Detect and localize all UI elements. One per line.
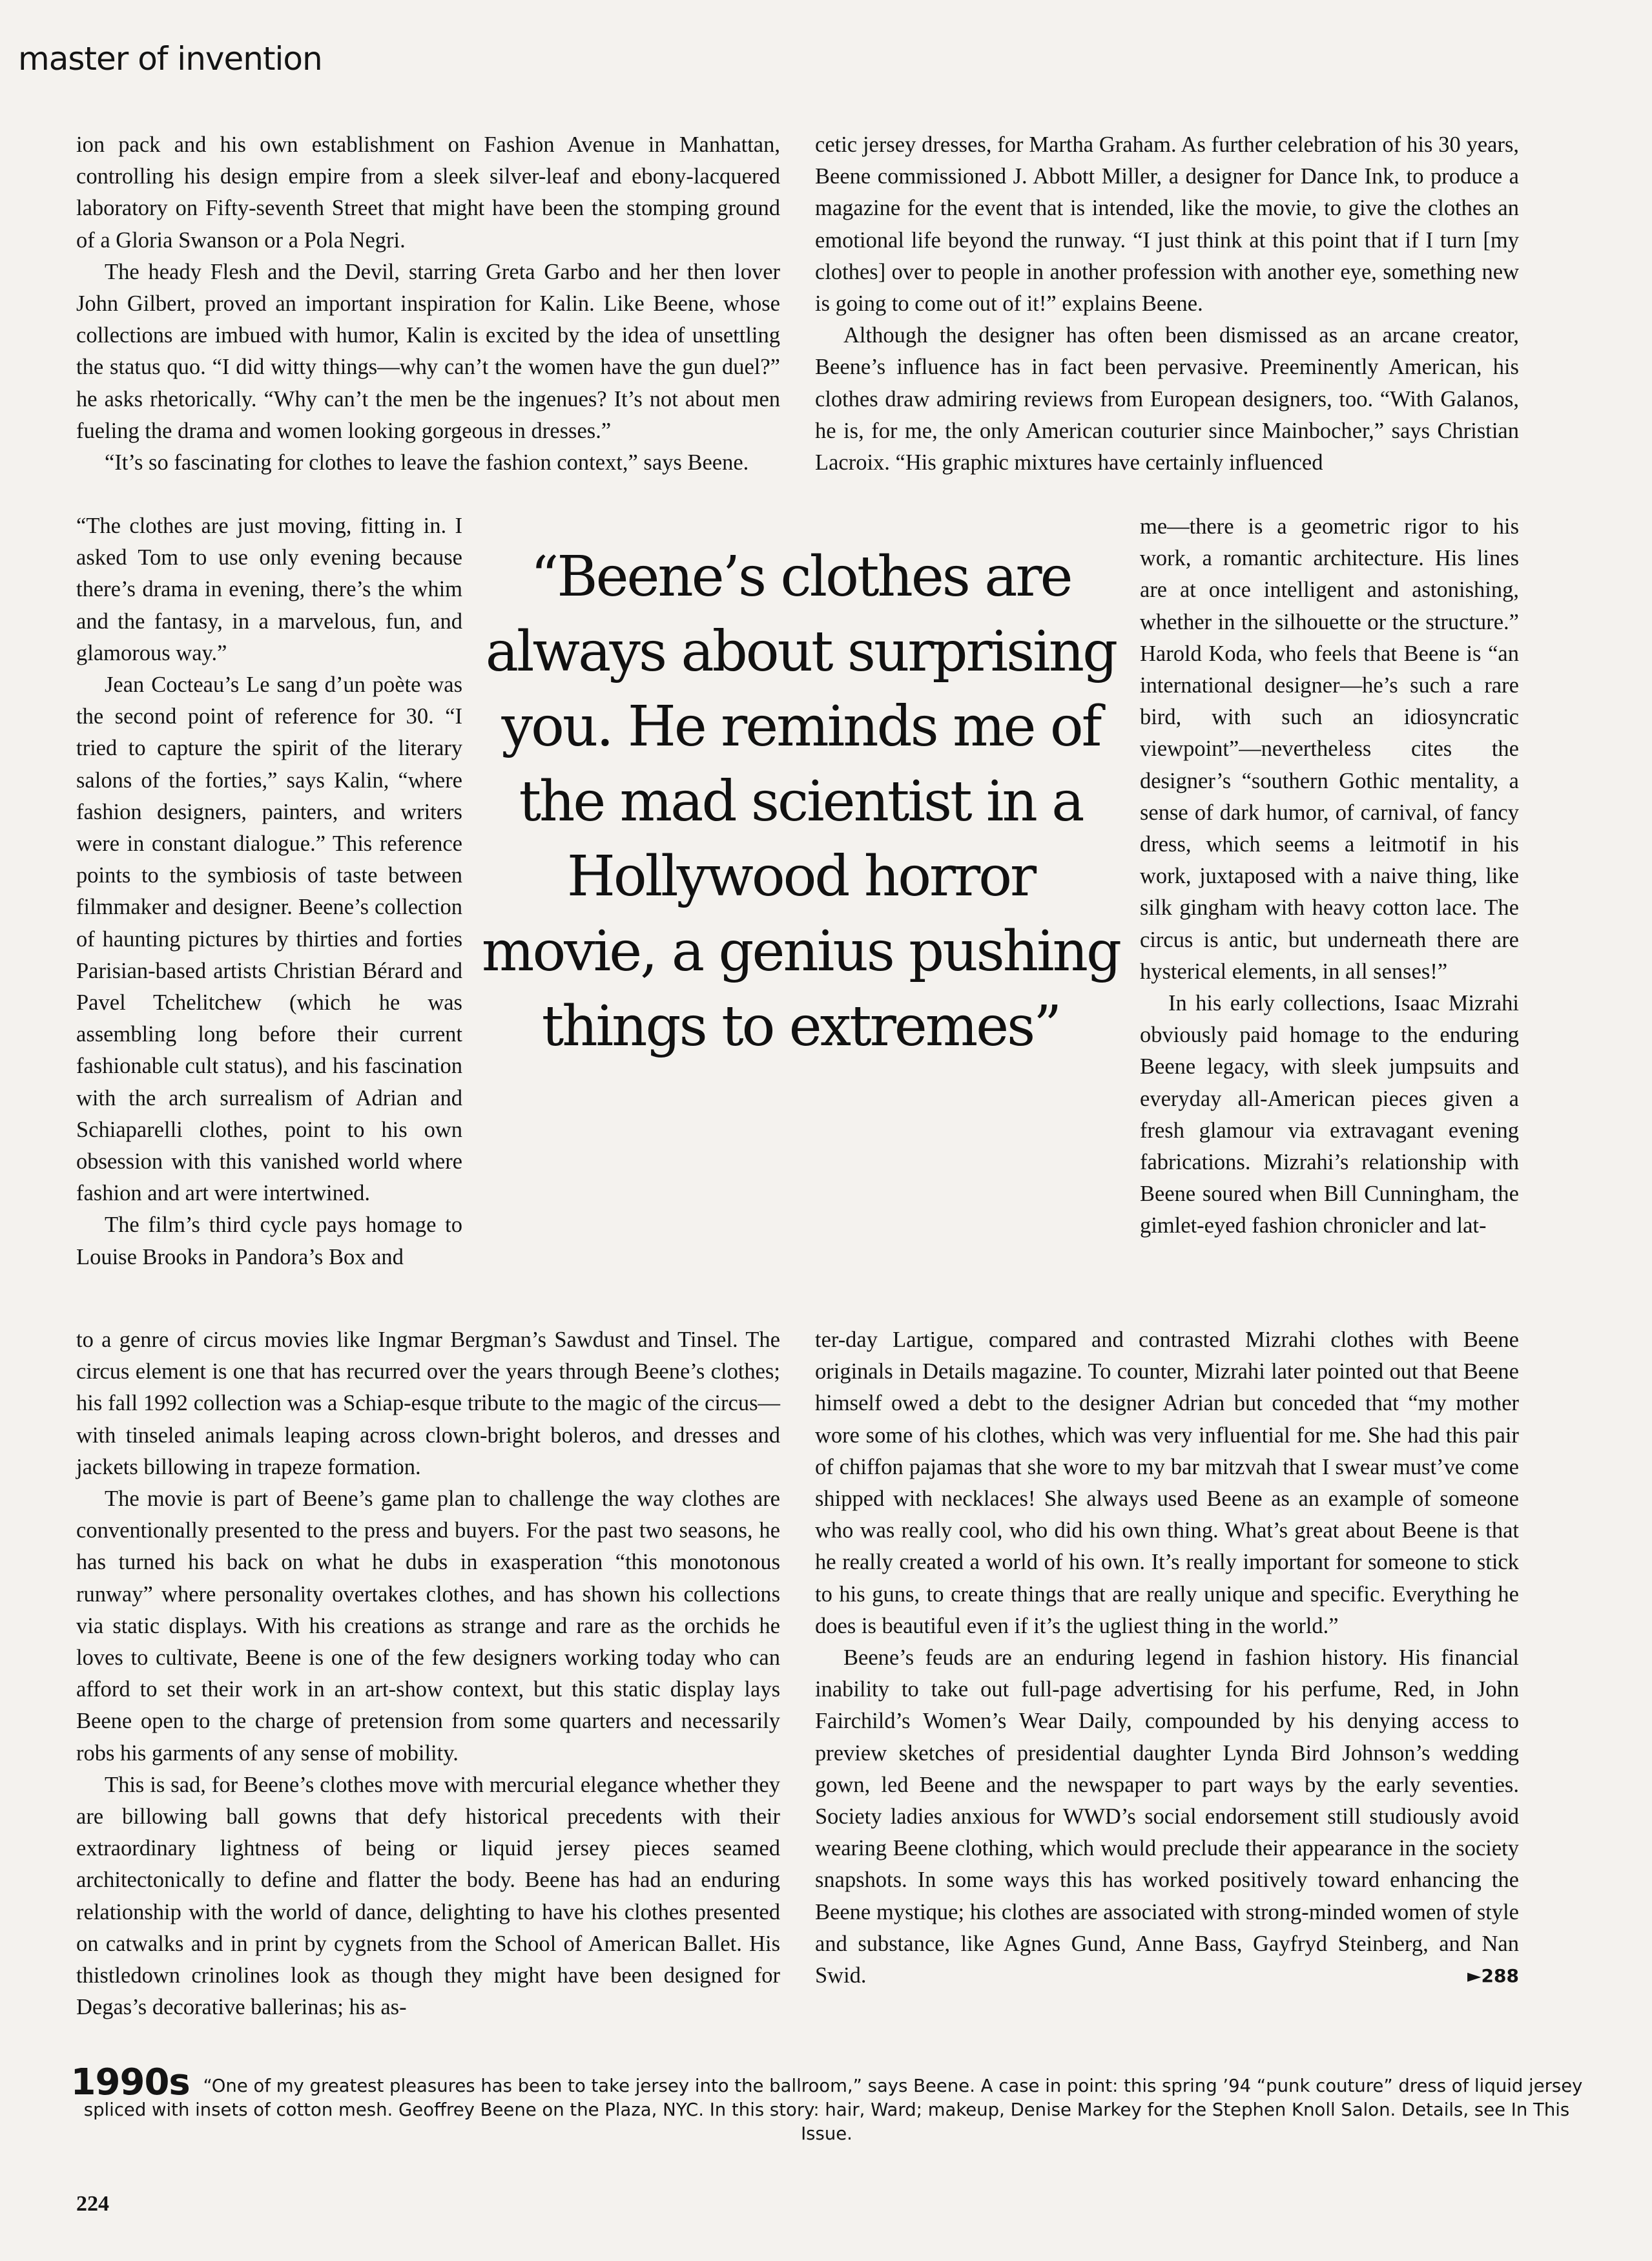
paragraph: cetic jersey dresses, for Martha Graham. As further celebration of his 30 years, Beene commissioned J. Abbott Miller, a designer for Dance Ink, to produce a magazine for the event that is intended, like the movie, to give the clothes an emotional life beyond the runway. “I just think at this point that if I turn [my clothes] over to people in another profession with another eye, something new is going to come out of it!” explains Beene. [815,132,1519,317]
paragraph: Although the designer has often been dismissed as an arcane creator, Beene’s influence has in fact been pervasive. Preeminently American, his clothes draw admiring reviews from European designers, too. “With Galanos, he is, for me, the only American couturier since Mainbocher,” says Christian Lacroix. “His graphic mixtures have certainly influenced [815,323,1519,475]
left-column-bottom [76,1324,780,2023]
paragraph: The film’s third cycle pays homage to Louise Brooks in Pandora’s Box and [76,1213,462,1269]
section-title: master of invention [18,40,322,78]
paragraph: to a genre of circus movies like Ingmar Bergman’s Sawdust and Tinsel. The circus element is one that has recurred over the years through Beene’s clothes; his fall 1992 collection was a Schiap-esque tribute to the magic of the circus—with tinseled animals leaping across clown-bright boleros, and dresses and jackets billowing in trapeze formation. [76,1328,780,1479]
left-column-top [76,129,780,479]
paragraph: Jean Cocteau’s Le sang d’un poète was the second point of reference for 30. “I tried to capture the spirit of the literary salons of the forties,” says Kalin, “where fashion designers, painters, and writers were in constant dialogue.” This reference points to the symbiosis of taste between filmmaker and designer. Beene’s collection of haunting pictures by thirties and forties Parisian-based artists Christian Bérard and Pavel Tchelitchew (which he was assembling long before their current fashionable cult status), and his fascination with the arch surrealism of Adrian and Schiaparelli clothes, point to his own obsession with this vanished world where fashion and art were intertwined. [76,672,462,1206]
photo-caption [58,2061,1595,2146]
caption-text: “One of my greatest pleasures has been to take jersey into the ballroom,” says Beene. A case in point: this spring ’94 “punk couture” dress of liquid jersey spliced with insets of cotton mesh. Geoffrey Beene on the Plaza, NYC. In this story: hair, Ward; makeup, Denise Markey for the Stephen Knoll Salon. Details, see In This Issue. [83,2076,1583,2144]
paragraph: me—there is a geometric rigor to his work, a romantic architecture. His lines are at once intelligent and astonishing, whether in the silhouette or the structure.” Harold Koda, who feels that Beene is “an international designer—he’s such a rare bird, with such an idiosyncratic viewpoint”—nevertheless cites the designer’s “southern Gothic mentality, a sense of dark humor, of carnival, of fancy dress, which seems a leitmotif in his work, juxtaposed with a naive thing, like silk gingham with heavy cotton lace. The circus is antic, but underneath there are hysterical elements, in all senses!” [1140,514,1519,984]
left-column-wrap [76,510,462,1273]
right-column-top [815,129,1519,479]
caption-decade: 1990s [70,2061,190,2103]
paragraph: “It’s so fascinating for clothes to leave the fashion context,” says Beene. [105,450,749,475]
paragraph: In his early collections, Isaac Mizrahi obviously paid homage to the enduring Beene legacy, with sleek jumpsuits and everyday all-American pieces given a fresh glamour via extravagant evening fabrications. Mizrahi’s relationship with Beene soured when Bill Cunningham, the gimlet-eyed fashion chronicler and lat- [1140,991,1519,1238]
pull-quote: “Beene’s clothes are always about surprising you. He reminds me of the mad scientist in a Hollywood horror movie, a genius pushing things to extremes” [481,545,1120,1059]
right-column-wrap [1140,511,1519,1242]
right-column-bottom [815,1324,1519,1992]
paragraph: ion pack and his own establishment on Fashion Avenue in Manhattan, controlling his design empire from a sleek silver-leaf and ebony-lacquered laboratory on Fifty-seventh Street that might have been the stomping ground of a Gloria Swanson or a Pola Negri. [76,132,780,253]
paragraph: The heady Flesh and the Devil, starring Greta Garbo and her then lover John Gilbert, proved an important inspiration for Kalin. Like Beene, whose collections are imbued with humor, Kalin is excited by the idea of unsettling the status quo. “I did witty things—why can’t the women have the gun duel?” he asks rhetorically. “Why can’t the men be the ingenues? It’s not about men fueling the drama and women looking gorgeous in dresses.” [76,259,780,443]
paragraph-text: Beene’s feuds are an enduring legend in fashion history. His financial inability to take out full-page advertising for his perfume, Red, in John Fairchild’s Women’s Wear Daily, compounded by his denying access to preview sketches of presidential daughter Lynda Bird Johnson’s wedding gown, led Beene and the newspaper to part ways by the early seventies. Society ladies anxious for WWD’s social endorsement still studiously avoid wearing Beene clothing, which would preclude their appearance in the society snapshots. In some ways this has worked positively toward enhancing the Beene mystique; his clothes are associated with strong-minded women of style and substance, like Agnes Gund, Anne Bass, Gayfryd Steinberg, and Nan Swid. [815,1645,1519,1988]
paragraph: ter-day Lartigue, compared and contrasted Mizrahi clothes with Beene originals in Details magazine. To counter, Mizrahi later pointed out that Beene himself owed a debt to the designer Adrian but conceded that “my mother wore some of his clothes, which was very influential for me. She had this pair of chiffon pajamas that she wore to my bar mitzvah that I swear must’ve come shipped with necklaces! She always used Beene as an example of someone who was really cool, who did his own thing. What’s great about Beene is that he really created a world of his own. It’s really important for someone to stick to his guns, to create things that are really unique and specific. Everything he does is beautiful even if it’s the ugliest thing in the world.” [815,1328,1519,1638]
page-number: 224 [76,2192,109,2216]
paragraph: The movie is part of Beene’s game plan to challenge the way clothes are conventionally presented to the press and buyers. For the past two seasons, he has turned his back on what he dubs in exasperation “this monotonous runway” where personality overtakes clothes, and has shown his collections via static displays. With his creations as strange and rare as the orchids he loves to cultivate, Beene is one of the few designers working today who can afford to set their work in an art-show context, but this static display lays Beene open to the charge of pretension from some quarters and necessarily robs his garments of any sense of mobility. [76,1486,780,1766]
continued-page-marker: ►288 [1467,1965,1519,1987]
paragraph [815,1642,1519,1992]
paragraph: This is sad, for Beene’s clothes move with mercurial elegance whether they are billowing ball gowns that defy historical precedents with their extraordinary lightness of being or liquid jersey pieces seamed architectonically to define and flatter the body. Beene has had an enduring relationship with the world of dance, delighting to have his clothes presented on catwalks and in print by cygnets from the School of American Ballet. His thistledown crinolines look as though they might have been designed for Degas’s decorative ballerinas; his as- [76,1772,780,2020]
paragraph: “The clothes are just moving, fitting in. I asked Tom to use only evening because there’s drama in evening, there’s the whim and the fantasy, in a marvelous, fun, and glamorous way.” [76,514,462,665]
